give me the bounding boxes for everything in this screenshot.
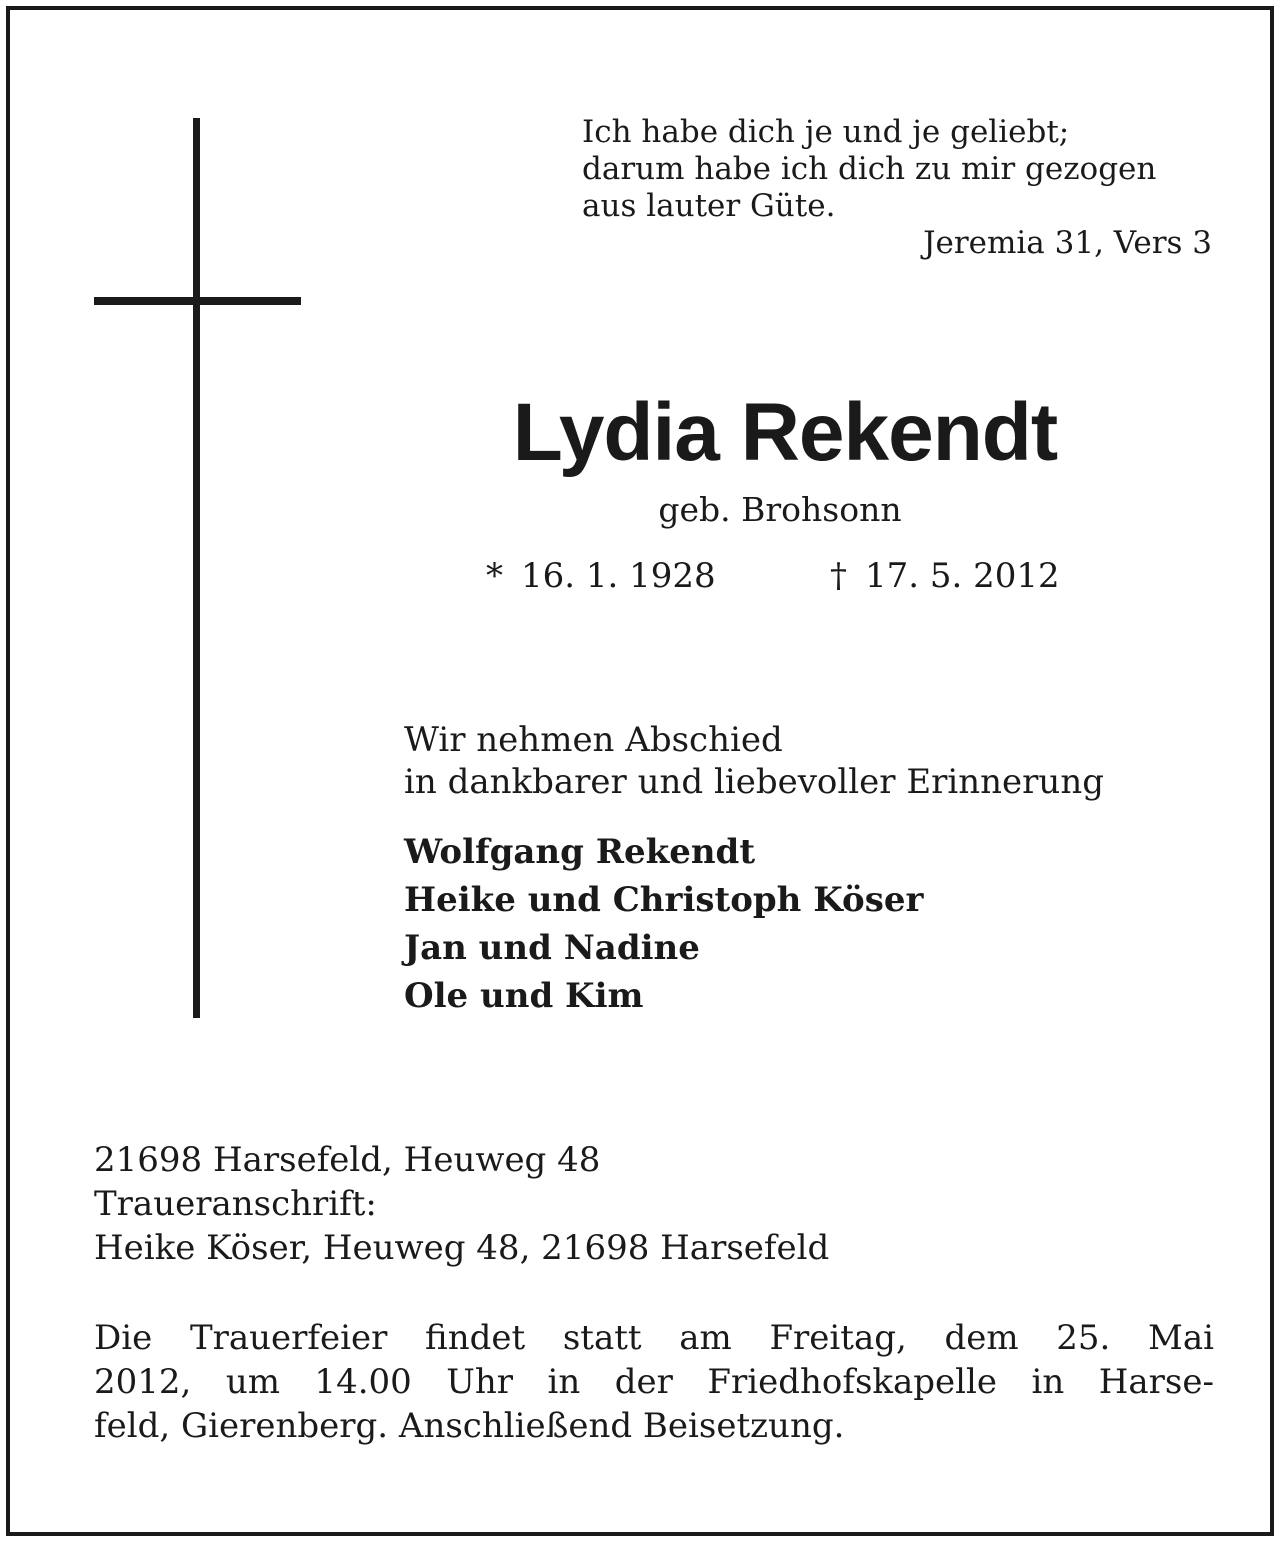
verse-line: darum habe ich dich zu mir gezogen xyxy=(582,151,1157,187)
farewell-text xyxy=(404,719,1224,803)
maiden-name: geb. Brohsonn xyxy=(658,490,902,529)
ceremony-line: Die Trauerfeier findet statt am Freitag, dem 25. Mai xyxy=(94,1318,1214,1358)
residence-address: 21698 Harsefeld, Heuweg 48 xyxy=(94,1140,601,1180)
verse-line: aus lauter Güte. xyxy=(582,188,836,224)
death-date-line xyxy=(830,555,1060,597)
birth-date: 16. 1. 1928 xyxy=(521,556,716,596)
verse-line: Ich habe dich je und je geliebt; xyxy=(582,114,1070,150)
ceremony-line: 2012, um 14.00 Uhr in der Friedhofskapelle in Harse- xyxy=(94,1362,1214,1402)
mourner-item: Jan und Nadine xyxy=(404,928,700,968)
ceremony-notice xyxy=(94,1316,1214,1448)
mourning-address: Heike Köser, Heuweg 48, 21698 Harsefeld xyxy=(94,1228,830,1268)
death-symbol: † xyxy=(830,556,847,596)
mourner-item: Heike und Christoph Köser xyxy=(404,880,924,920)
farewell-line: Wir nehmen Abschied xyxy=(404,720,783,760)
farewell-line: in dankbarer und liebevoller Erinnerung xyxy=(404,762,1104,802)
mourner-item: Ole und Kim xyxy=(404,976,644,1016)
death-date: 17. 5. 2012 xyxy=(865,556,1060,596)
mourners-list xyxy=(404,828,1224,1020)
birth-date-line xyxy=(486,555,716,597)
cross-icon xyxy=(193,118,200,1018)
obituary-frame xyxy=(6,6,1274,1536)
bible-verse xyxy=(582,114,1212,262)
deceased-name: Lydia Rekendt xyxy=(512,387,1058,478)
mourning-address-label: Traueranschrift: xyxy=(94,1184,377,1224)
ceremony-line: feld, Gierenberg. Anschließend Beisetzung. xyxy=(94,1406,845,1446)
birth-symbol: * xyxy=(486,556,503,596)
cross-icon-crossbar xyxy=(94,297,301,305)
address-block xyxy=(94,1138,1214,1270)
mourner-item: Wolfgang Rekendt xyxy=(404,832,756,872)
verse-reference: Jeremia 31, Vers 3 xyxy=(923,225,1212,261)
